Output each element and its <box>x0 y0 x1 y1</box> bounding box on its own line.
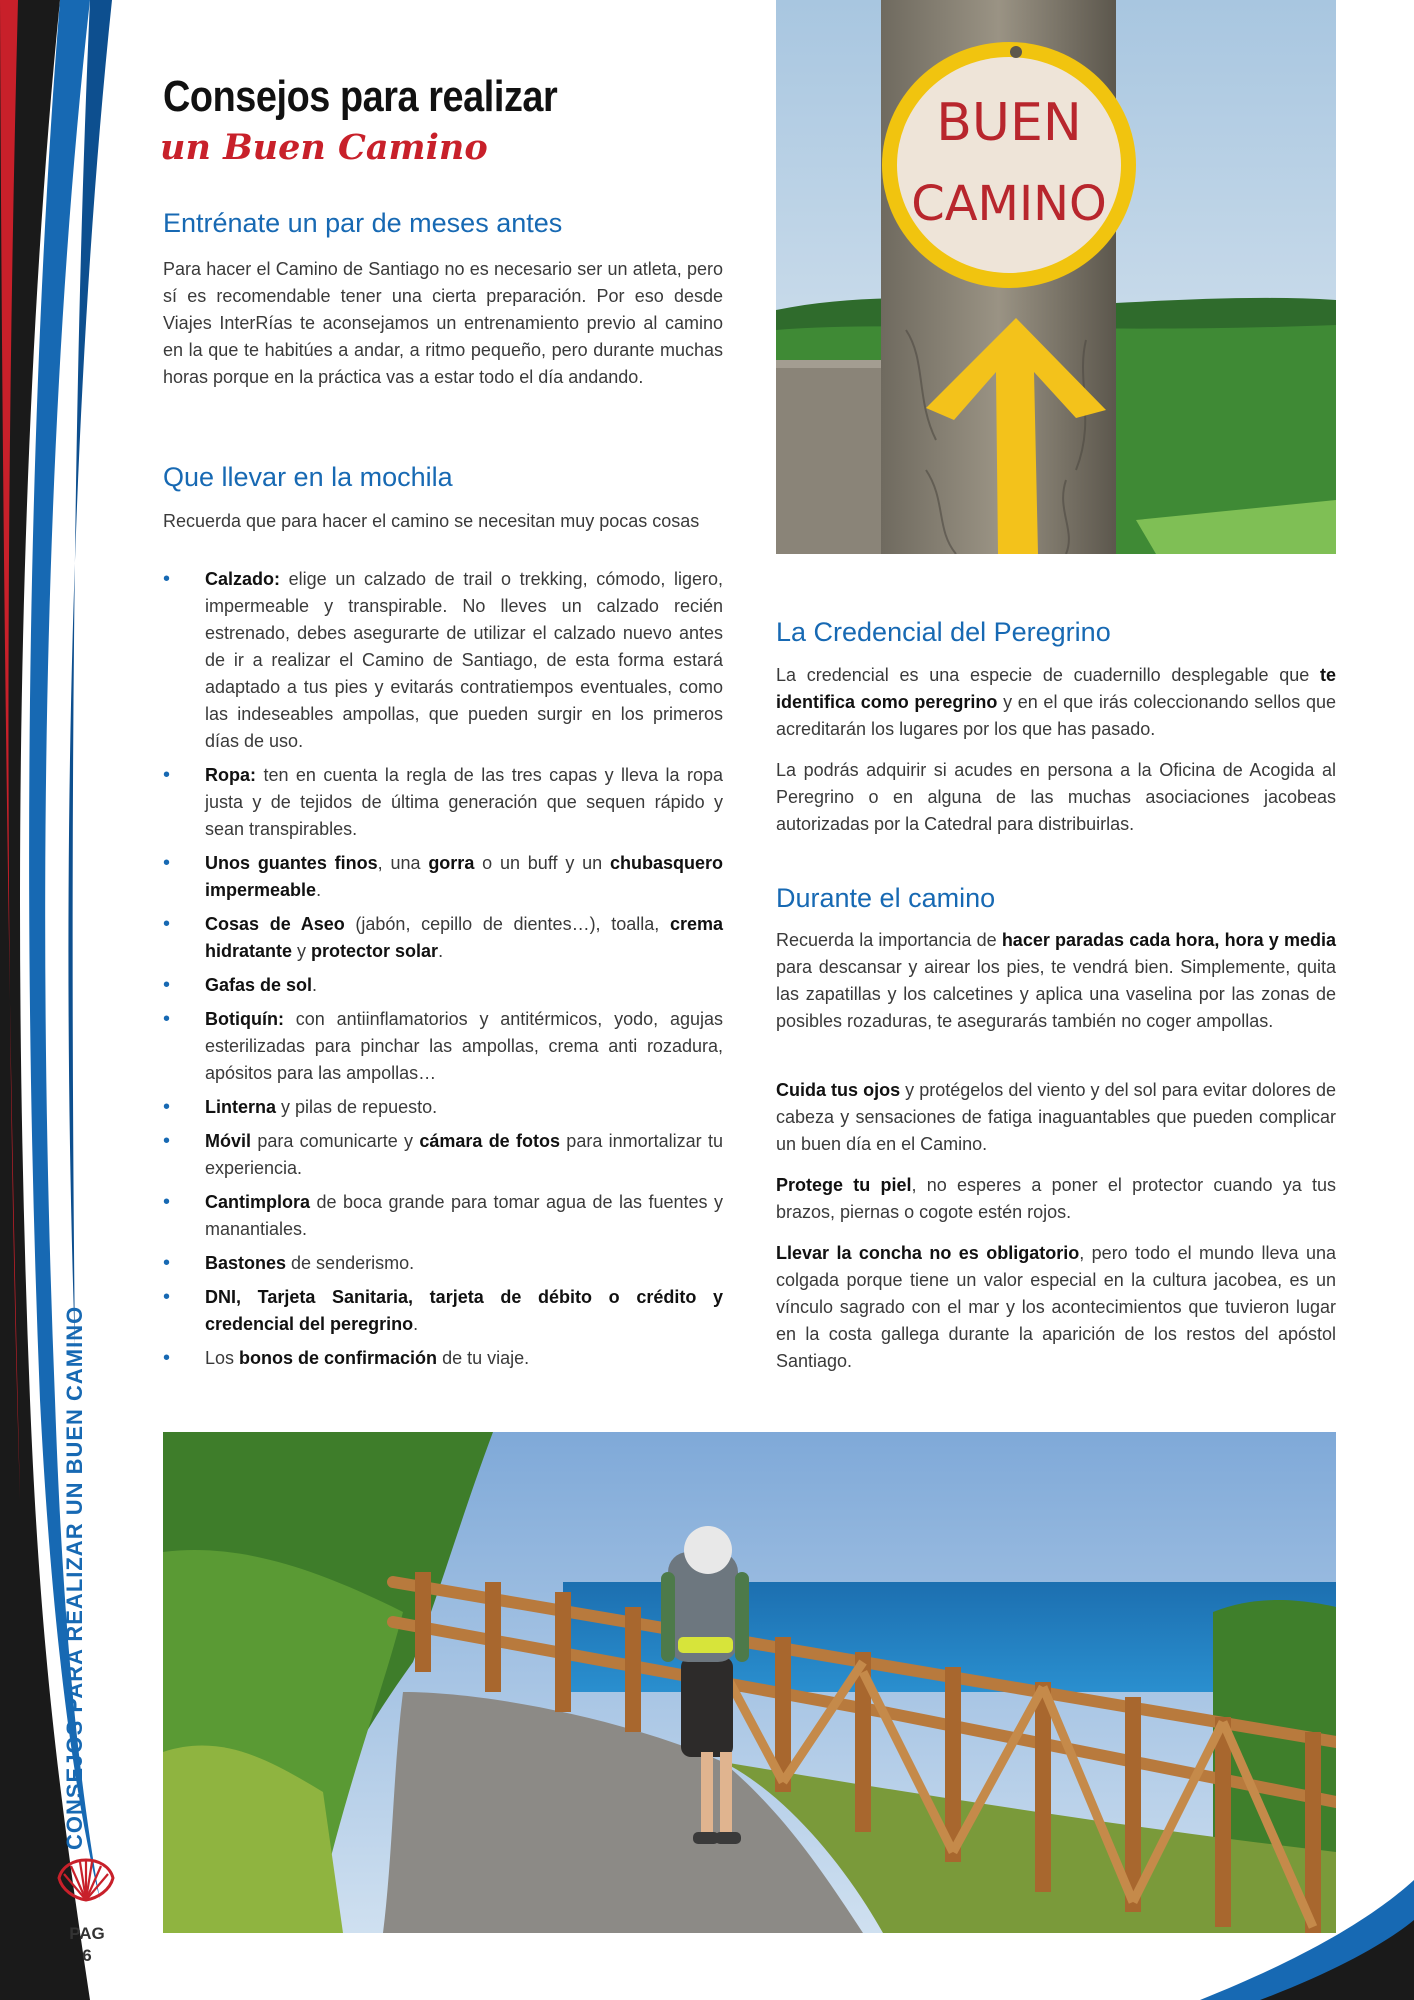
sign-text-line2: CAMINO <box>911 176 1107 232</box>
backpack-list-item: • Gafas de sol. <box>163 972 723 999</box>
backpack-list-item: • Linterna y pilas de repuesto. <box>163 1094 723 1121</box>
backpack-list <box>163 566 723 1379</box>
backpack-list-item: • Los bonos de confirmación de tu viaje. <box>163 1345 723 1372</box>
backpack-heading: Que llevar en la mochila <box>163 462 453 492</box>
backpack-list-item: • Unos guantes finos, una gorra o un buff y un chubasquero impermeable. <box>163 850 723 904</box>
during-paragraph-2: Cuida tus ojos y protégelos del viento y del sol para evitar dolores de cabeza y sensaciones de fatiga inaguantables que pueden complicar un buen día en el Camino. <box>776 1080 1336 1154</box>
vertical-section-label: CONSEJOS PARA REALIZAR UN BUEN CAMINO <box>62 1305 87 1850</box>
scallop-shell-icon <box>56 1858 116 1902</box>
during-paragraph-3: Protege tu piel, no esperes a poner el protector cuando ya tus brazos, piernas o cogote estén rojos. <box>776 1175 1336 1222</box>
during-paragraph-1: Recuerda la importancia de hacer paradas cada hora, hora y media para descansar y airear los pies, te vendrá bien. Simplemente, quita las zapatillas y los calcetines y aplica una vaselina por las zonas de posibles rozaduras, te asegurarás también no coger ampollas. <box>776 930 1336 1031</box>
training-heading: Entrénate un par de meses antes <box>163 208 563 238</box>
during-paragraph-4: Llevar la concha no es obligatorio, pero todo el mundo lleva una colgada porque tiene un valor especial en la cultura jacobea, es un vínculo sagrado con el mar y los acontecimientos que tuvieron lugar en la costa gallega durante la aparición de los restos del apóstol Santiago. <box>776 1243 1336 1371</box>
credential-heading: La Credencial del Peregrino <box>776 617 1111 647</box>
credential-paragraph-1: La credencial es una especie de cuadernillo desplegable que te identifica como peregrino y en el que irás coleccionando sellos que acreditarán los lugares por los que has pasado. <box>776 665 1336 739</box>
page-label: PAG <box>69 1924 105 1943</box>
backpack-intro: Recuerda que para hacer el camino se necesitan muy pocas cosas <box>163 511 700 531</box>
during-heading: Durante el camino <box>776 883 996 913</box>
credential-paragraph-2: La podrás adquirir si acudes en persona a la Oficina de Acogida al Peregrino o en alguna de las muchas asociaciones jacobeas autorizadas por la Catedral para distribuirlas. <box>776 760 1336 834</box>
backpack-list-item: • Calzado: elige un calzado de trail o trekking, cómodo, ligero, impermeable y transpirable. No lleves un calzado recién estrenado, debes asegurarte de utilizar el calzado nuevo antes de ir a realizar el Camino de Santiago, de esta forma estará adaptado a tus pies y evitarás contratiempos eventuales, como las indeseables ampollas, que pueden surgir en los primeros días de uso. <box>163 566 723 755</box>
page-number: 6 <box>82 1946 92 1965</box>
backpack-list-item: • Cantimplora de boca grande para tomar agua de las fuentes y manantiales. <box>163 1189 723 1243</box>
backpack-list-item: • Cosas de Aseo (jabón, cepillo de dientes…), toalla, crema hidratante y protector solar. <box>163 911 723 965</box>
backpack-list-item: • Ropa: ten en cuenta la regla de las tres capas y lleva la ropa justa y de tejidos de última generación que sequen rápido y sean transpirables. <box>163 762 723 843</box>
page-subtitle: un Buen Camino <box>160 127 488 168</box>
training-paragraph: Para hacer el Camino de Santiago no es necesario ser un atleta, pero sí es recomendable tener una cierta preparación. Por eso desde Viajes InterRías te aconsejamos un entrenamiento previo al camino en la que te habitúes a andar, a ritmo pequeño, pero durante muchas horas porque en la práctica vas a estar todo el día andando. <box>163 259 723 387</box>
backpack-list-item: • Móvil para comunicarte y cámara de fotos para inmortalizar tu experiencia. <box>163 1128 723 1182</box>
page-title: Consejos para realizar <box>163 72 558 121</box>
backpack-list-item: • Bastones de senderismo. <box>163 1250 723 1277</box>
sign-text-line1: BUEN <box>936 93 1082 153</box>
backpack-list-item: • Botiquín: con antiinflamatorios y antitérmicos, yodo, agujas esterilizadas para pinchar las ampollas, crema anti rozadura, apósitos para las ampollas… <box>163 1006 723 1087</box>
pilgrim-coastal-path-photo <box>163 1432 1336 1933</box>
backpack-list-item: • DNI, Tarjeta Sanitaria, tarjeta de débito o crédito y credencial del peregrino. <box>163 1284 723 1338</box>
buen-camino-sign-photo <box>776 0 1336 554</box>
